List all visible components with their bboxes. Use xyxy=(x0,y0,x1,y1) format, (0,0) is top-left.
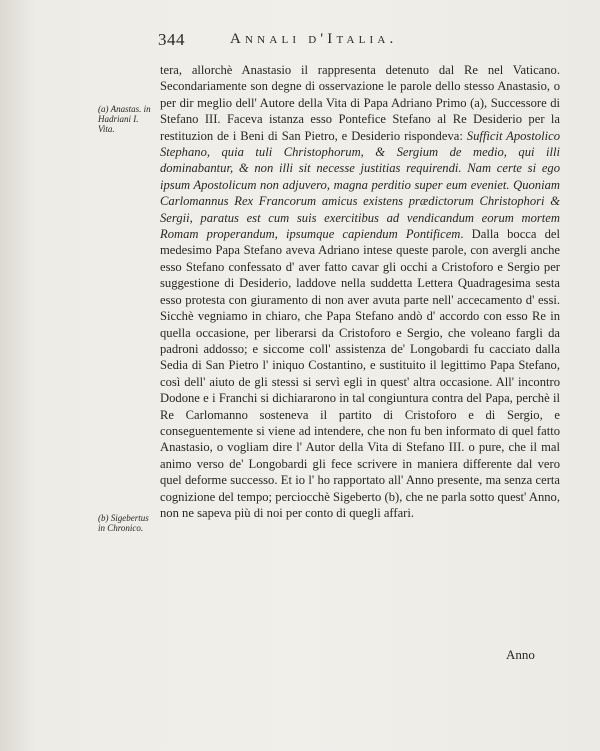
margin-note-b: (b) Sigebertus in Chronico. xyxy=(98,513,149,534)
catchword: Anno xyxy=(506,647,535,662)
body-paragraph xyxy=(160,62,560,521)
body-text xyxy=(160,62,560,521)
margin-note-a: (a) Anastas. in Hadriani I. Vita. xyxy=(98,104,151,135)
body-text-before-quote: tera, allorchè Anastasio il rappresenta detenuto dal Re nel Vaticano. Secondariamente son degne di osservazione le parole dello stesso Anastasio, o per dir meglio dell' Autore della Vita di Papa Adriano Primo (a), Successore di Stefano III. Faceva istanza esso Pontefice Stefano al Re Desiderio per la restituzion de i Beni di San Pietro, e Desiderio rispondeva: xyxy=(160,63,560,143)
page-number: 344 xyxy=(158,30,185,49)
running-title: Annali d'Italia. xyxy=(230,31,398,47)
body-text-after-quote: . Dalla bocca del medesimo Papa Stefano aveva Adriano intese queste parole, con avergli anche esso Stefano confessato d' aver fatto cavar gli occhi a Cristoforo e Sergio per suggestione di Desiderio, laddove nella suddetta Lettera Quadragesima sesta esso protesta con giuramento di non aver avuta parte nell' accecamento d' essi. Sicchè vegniamo in chiaro, che Papa Stefano andò d' accordo con esso Re in quella occasione, per liberarsi da Cristoforo e Sergio, che voleano fargli da padroni addosso; e siccome coll' assistenza de' Longobardi fu cacciato dalla Sedia di San Pietro l' iniquo Costantino, e sustituito il legittimo Papa Stefano, così dell' aiuto de gli stessi si servì egli in quest' altra occasione. All' incontro Dodone e i Franchi si dichiararono in tal congiuntura contra del Papa, perchè il Re Carlomanno sosteneva il partito di Cristoforo e di Sergio, e conseguentemente si viene ad intendere, che non fu ben informato di quel fatto Anastasio, o vogliam dire l' Autor della Vita di Stefano III. o pure, che il mal animo verso de' Longobardi gli fece scrivere in maniera differente dal vero quel deforme successo. Et io l' ho rapportato all' Anno presente, ma senza certa cognizione del tempo; perciocchè Sigeberto (b), che ne parla sotto quest' Anno, non ne sapeva più di noi per conto di quegli affari. xyxy=(160,227,560,520)
page-header xyxy=(158,30,558,54)
latin-quotation: Sufficit Apostolico Stephano, quia tuli Christophorum, & Sergium de medio, qui illi dominabantur, & non illi sit necesse justitias requirendi. Nam certe si ego ipsum Apostolicum non adjuvero, magna perditio super eum eveniet. Quoniam Carlomannus Rex Francorum amicus existens prædictorum Christophori & Sergii, paratus est cum suis exercitibus ad vendicandum eorum mortem Romam properandum, ipsumque capiendum Pontificem xyxy=(160,128,561,242)
